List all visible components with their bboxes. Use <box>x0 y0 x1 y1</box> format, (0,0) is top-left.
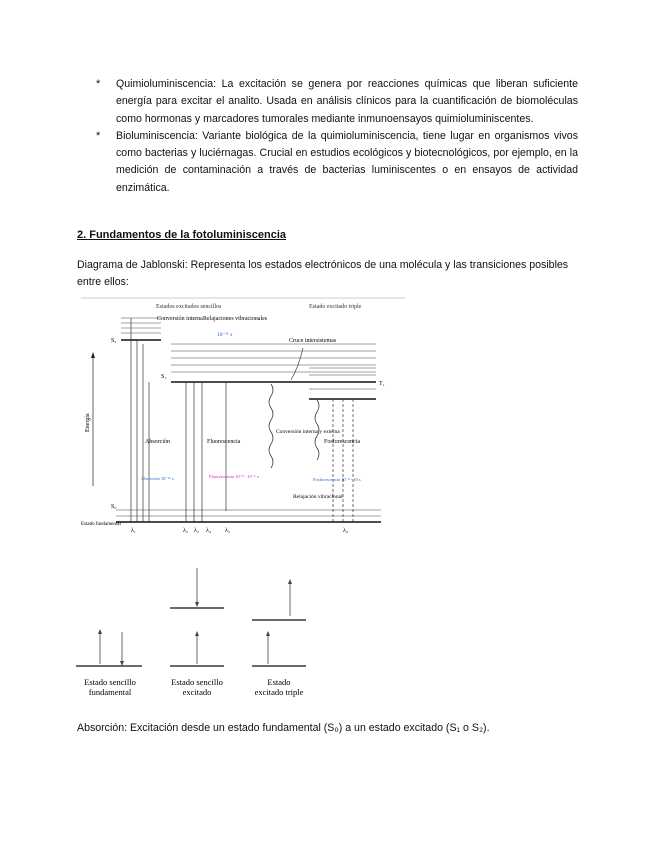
bullet-text: Quimioluminiscencia: La excitación se genera por reacciones químicas que liberan suficiente energía para excitar el analito. Usada en análisis clínicos para la cuantificación de biomoléculas como hormonas y marcadores tumorales mediante inmunoensayos quimioluminiscentes. <box>116 78 578 125</box>
label-s2: S₂ <box>111 338 117 344</box>
spin-up-arrowhead <box>98 629 102 634</box>
label-cruce: Cruce intersistemas <box>289 338 337 344</box>
label-s0: S₀ <box>111 504 117 510</box>
bullet-bioluminiscencia <box>96 128 578 197</box>
label-t1: T₁ <box>379 381 385 387</box>
intro-paragraph: Diagrama de Jablonski: Representa los estados electrónicos de una molécula y las transiciones posibles entre ellos: <box>77 259 569 289</box>
label-conversion-interna: Conversión interna <box>157 316 203 322</box>
wavelength-label: λ₃ <box>183 528 189 534</box>
spin-states-diagram <box>62 560 332 700</box>
singlet-down-arrowhead <box>195 602 199 607</box>
state-label-3-line2: excitado triple <box>254 687 304 697</box>
label-fosf-time: Fosforescencia 10⁻⁴ - 10 s <box>313 477 361 482</box>
spin-down-arrowhead <box>120 661 124 666</box>
header-singlet: Estados excitados sencillos <box>156 304 222 310</box>
label-relajacion-top: Relajaciones vibracionales <box>203 316 268 322</box>
triplet-up-arrowhead-top <box>288 579 292 584</box>
label-abs-time: Absorción 10⁻¹⁵ s <box>141 476 174 481</box>
singlet-up-arrowhead <box>195 631 199 636</box>
wavelength-label: λ₄ <box>206 528 212 534</box>
label-estado-fund: Estado fundamental <box>81 522 121 527</box>
absorption-caption: Absorción: Excitación desde un estado fundamental (S₀) a un estado excitado (S₁ o S₂). <box>77 722 490 734</box>
bullet-marker: * <box>96 129 101 142</box>
section-heading: 2. Fundamentos de la fotoluminiscencia <box>77 229 287 241</box>
label-relajacion-top-sub: 10⁻¹¹ s <box>217 332 233 338</box>
header-triplet: Estado excitado triple <box>309 304 362 310</box>
jablonski-diagram <box>81 296 405 536</box>
label-conversion-externa: Conversión interna y externa <box>276 429 340 435</box>
label-fluorescencia: Fluorescencia <box>207 439 241 445</box>
triplet-up-arrowhead-bottom <box>266 631 270 636</box>
label-fosforescencia: Fosforescencia <box>324 439 360 445</box>
bullet-quimioluminiscencia <box>96 76 578 128</box>
bullet-marker: * <box>96 78 101 90</box>
label-absorcion: Absorción <box>145 439 170 445</box>
wavelength-label: λ₄ <box>343 528 349 534</box>
label-energia: Energía <box>85 413 91 432</box>
wavelength-label: λ₃ <box>225 528 231 534</box>
wavelength-label: λ₁ <box>131 528 137 534</box>
state-label-1-line1: Estado sencillo <box>84 677 136 687</box>
bullet-list <box>96 76 578 197</box>
state-label-3-line1: Estado <box>267 677 291 687</box>
label-fluor-time: Fluorescencia 10⁻⁸ - 10⁻⁶ s <box>209 474 259 479</box>
state-label-2-line2: excitado <box>182 687 212 697</box>
wavelength-label: λ₂ <box>194 528 200 534</box>
label-s1: S₁ <box>161 374 167 380</box>
state-label-1-line2: fundamental <box>88 687 132 697</box>
state-label-2-line1: Estado sencillo <box>171 677 223 687</box>
bullet-text: Bioluminiscencia: Variante biológica de la quimioluminiscencia, tiene lugar en organismos vivos como bacterias y luciérnagas. Crucial en estudios ecológicos y biotecnológicos, por ejemplo, en la medición de contaminación a través de bacterias luminiscentes o en ensayos de actividad enzimática. <box>116 129 578 194</box>
label-relajacion-bottom: Relajación vibracional <box>293 494 343 500</box>
